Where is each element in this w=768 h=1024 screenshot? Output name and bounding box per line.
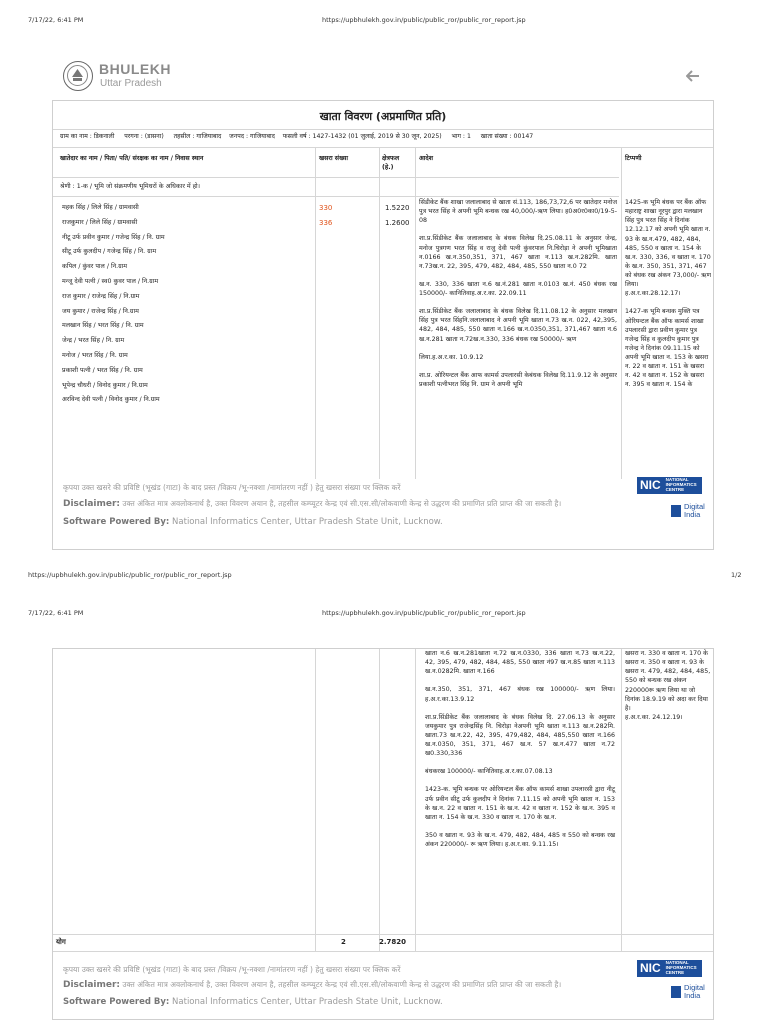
order-entry: शा.प्र.सिंडीकेट बैंक जलालाबाद के बंधक विलेख दि.11.08.12 के अनुसार मलखान सिंह पुत्र भरत सिंहनि.जलालाबाद ने अपनी भूमि खाता न.73 ख.न. 022, 42,395, 482, 484, 485, 550 खाता न.166 ख.न.0350,351, 371,467 खाता न.6 ख.न.281 खाता न.72ख.न.330, 336 बंधक रख 50000/- ऋण xyxy=(419,308,617,343)
remark-entry: ह.अ.र.का. 24.12.19। xyxy=(625,713,683,721)
owner-item: मलखान सिंह / भरत सिंह / नि. ग्राम xyxy=(62,322,144,330)
total-khasra-count: 2 xyxy=(341,938,346,946)
nic-logo-mark: NIC xyxy=(637,960,664,977)
brand-name: BHULEKH xyxy=(99,61,171,77)
col-owner: खातेदार का नाम / पिता/ पति/ संरक्षक का नाम / निवास स्थान xyxy=(60,155,204,162)
disclaimer xyxy=(63,980,561,990)
digital-india-logo xyxy=(671,503,714,519)
order-entry: 1423-क. भूमि बन्धक पर ओरियन्टल बैंक ऑफ कामर्स शाखा उपलारसी द्वारा नीटू उर्फ प्रवीन सीटू उर्फ कुलदीप ने दिनांक 7.11.15 को अपनी भूमि खाता न. 153 के ख.न. 22 व खाता न. 151 के ख.न. 42 व खाता न. 152 के ख.न. 395 व खाता न. 154 के ख.न. 330 व खाता न. 170 के ख.न. xyxy=(425,786,615,821)
owner-item: अरविन्द देवी पत्नी / विनोद कुमार / नि.ग्राम xyxy=(62,396,160,404)
col-remark: टिप्पणी xyxy=(625,155,642,162)
disclaimer-label: Disclaimer: xyxy=(63,499,121,509)
report-footer xyxy=(53,479,713,551)
disclaimer-text: उक्त अंकित मात्र अवलोकनार्थ है, उक्त विवरण अयान है, तहसील कम्प्यूटर केन्द्र एवं सी.एस.सी/लोकवाणी केन्द्र से उद्धरण की प्रमाणित प्रति प्राप्त की जा सकती है। xyxy=(122,980,562,989)
owner-item: भूपेन्द्र चौधरी / विनोद कुमार / नि.ग्राम xyxy=(62,381,148,389)
print-footer-url: https://upbhulekh.gov.in/public/public_ror/public_ror_report.jsp xyxy=(28,571,232,579)
click-notice: कृपया उक्त खसरे की प्रविष्टि (भूखंड (गाटा) के बाद प्रस्त /विक्रय /भू-नक्शा /नामांतरण नहीं ) हेतु खसरा संख्या पर क्लिक करें xyxy=(63,483,401,492)
khasra-link[interactable]: 336 xyxy=(319,218,333,227)
total-row xyxy=(53,935,713,951)
area-value: 1.5220 xyxy=(385,204,410,212)
remark-entry: 1427-क भूमि बन्धक मुक्ति पत्र ओरियन्टल बैंक ऑफ कामर्स शाखा उपलारसी द्वारा प्रवीण कुमार पुत्र गजेन्द्र सिंह व कुलदीप कुमार पुत्र गजेन्द्र ने दिनांक 09.11.15 को अपनी भूमि खाता न. 153 के खसरा न. 22 व खाता न. 151 के खसरा न. 42 व खाता न. 152 के खसरा न. 395 व खाता न. 154 के xyxy=(625,308,709,389)
owner-item: मन्जू देवी पत्नी / स्व0 कुवर पाल / नि.ग्राम xyxy=(62,277,159,285)
owner-item: राजकुमार / लिले सिंह / ग्रामवासी xyxy=(62,218,138,226)
owner-list xyxy=(62,201,312,408)
owner-item: जेन्द्र / भरत सिंह / नि. ग्राम xyxy=(62,337,125,345)
nic-logo-mark: NIC xyxy=(637,477,664,494)
meta-janpad: जनपद : गाजियाबाद xyxy=(229,133,275,140)
meta-tehsil: तहसील : गाजियाबाद xyxy=(173,133,222,140)
print-url: https://upbhulekh.gov.in/public/public_ror/public_ror_report.jsp xyxy=(322,609,526,617)
meta-gram: ग्राम का नाम : डिकनाली xyxy=(60,133,115,140)
owner-item: मनोज / भरत सिंह / नि. ग्राम xyxy=(62,351,128,359)
print-datetime: 7/17/22, 6:41 PM xyxy=(28,609,84,617)
nic-logo xyxy=(637,960,709,977)
digital-india-logo xyxy=(671,984,714,1000)
digital-india-text: Digital India xyxy=(684,502,705,519)
ror-table-continued xyxy=(53,649,713,935)
order-entry: शा.प्र.सिंडीकेट बैंक जलालाबाद के बंधक विलेख दि. 27.06.13 के अनुसार जयकुमार पुत्र राजेन्द्रसिंह नि. चिरोड़ा नेअपनी भूमि खाता न.113 ख.न.282मि. खाता.73 ख.न.22, 42, 395, 479,482, 484, 485,550 खाता न.166 ख.न.0350, 351, 371, 467 ख.न. 57 ख.न.477 खाता न.72 ख0.330,336 xyxy=(425,713,615,758)
remark-column xyxy=(625,198,711,478)
powered-label: Software Powered By: xyxy=(63,997,170,1007)
owner-item: राज कुमार / राजेन्द्र सिंह / नि.ग्राम xyxy=(62,292,140,300)
col-area: क्षेत्रफल (हे.) xyxy=(382,155,400,172)
remark-entry: 1425-क भूमि बंधक पर बैंक ऑफ महाराष्ट्र शाखा नूरपुर द्वारा मलखान सिंह पुत्र भरत सिंह ने दिनांक 12.12.17 को अपनी भूमि खाता न. 93 के ख.न.479, 482, 484, 485, 550 व खाता न. 154 के ख.न. 330, 336, व खाता न. 170 के ख.न. 350, 351, 371, 467 को बंधक रख अंकन 73,000/- ऋण लिया। xyxy=(625,199,711,289)
order-entry: शा.प्र. ओरियन्टल बैंक आफ कामर्स उपलारसी केबंधक विलेख दि.11.9.12 के अनुसार प्रकाशी पत्नीभरत सिंह नि. ग्राम ने अपनी भूमि xyxy=(419,371,617,388)
report-box xyxy=(52,100,714,550)
powered-by xyxy=(63,997,443,1007)
up-emblem-logo xyxy=(63,61,93,91)
order-entry: बंधकरख 100000/- कानितिवाह.अ.र.का.07.08.13 xyxy=(425,768,553,776)
remark-entry: ह.अ.र.का.28.12.17। xyxy=(625,290,681,298)
owner-item: जय कुमार / राजेन्द्र सिंह / नि.ग्राम xyxy=(62,307,139,315)
powered-text: National Informatics Center, Uttar Pradesh State Unit, Lucknow. xyxy=(172,997,443,1007)
print-url: https://upbhulekh.gov.in/public/public_ror/public_ror_report.jsp xyxy=(322,16,526,24)
powered-text: National Informatics Center, Uttar Pradesh State Unit, Lucknow. xyxy=(172,517,443,527)
nic-logo-sub: NATIONAL INFORMATICS CENTRE xyxy=(664,477,702,494)
category-line: श्रेणी : 1-क / भूमि जो संक्रमणीय भूमिधरों के अधिकार में हो। xyxy=(60,183,201,190)
owner-item: प्रकाशी पत्नी / भरत सिंह / नि. ग्राम xyxy=(62,366,143,374)
print-page-number: 1/2 xyxy=(731,571,742,579)
order-entry: सिंडीकेट बैंक शाखा जलालाबाद से खाता सं.113, 186,73,72,6 पर खातेदार मनोज पुत्र भरत सिंह ने अपनी भूमि बन्धक रख 40,000/-ऋण लिया। ह0अ0र0का0/19-5-08 xyxy=(419,199,617,225)
owner-item: कपिल / कुंवर पाल / नि.ग्राम xyxy=(62,263,128,271)
disclaimer-text: उक्त अंकित मात्र अवलोकनार्थ है, उक्त विवरण अयान है, तहसील कम्प्यूटर केन्द्र एवं सी.एस.सी/लोकवाणी केन्द्र से उद्धरण की प्रमाणित प्रति प्राप्त की जा सकती है। xyxy=(122,499,562,508)
report-box-continued xyxy=(52,648,714,1020)
order-column xyxy=(425,649,615,849)
disclaimer-label: Disclaimer: xyxy=(63,980,121,990)
meta-fasli: फसली वर्ष : 1427-1432 (01 जुलाई, 2019 से 30 जून, 2025) xyxy=(282,133,442,140)
meta-line xyxy=(60,133,710,142)
order-entry: लिया.ह.अ.र.का. 10.9.12 xyxy=(419,353,484,361)
order-entry: 350 व खाता न. 93 के ख.न. 479, 482, 484, 485 व 550 को बन्धक रख अंकन 220000/- रू ऋण लिया। ह.अ.र.का. 9.11.15। xyxy=(425,831,615,848)
remark-column xyxy=(625,649,711,722)
col-khasra: खसरा संख्या xyxy=(319,155,349,162)
powered-by xyxy=(63,517,443,527)
report-title: खाता विवरण (अप्रमाणित प्रति) xyxy=(319,110,447,123)
area-value: 1.2600 xyxy=(385,218,410,227)
digital-india-text: Digital India xyxy=(684,983,705,1000)
digital-india-icon xyxy=(671,505,681,517)
order-entry: ख.न. 330, 336 खाता न.6 ख.नं.281 खाता न.0103 ख.नं. 450 बंधक रख 150000/- कानितिवाह.अ.र.का. 22.09.11 xyxy=(419,280,617,297)
nic-logo-sub: NATIONAL INFORMATICS CENTRE xyxy=(664,960,702,977)
remark-entry: खसरा न. 330 व खाता न. 170 के खसरा न. 350 व खाता न. 93 के खसरा न. 479, 482, 484, 485, 550 को बन्धक रख अंकन 220000रू ऋण लिया था जो दिनांक 18.9.19 को अदा कर दिया है। xyxy=(625,650,711,712)
order-entry: ख.न.350, 351, 371, 467 बंधक रख 100000/- ऋण लिया। ह.अ.र.का.13.9.12 xyxy=(425,686,615,703)
meta-pargana: परगना : (डासना) xyxy=(124,133,164,140)
back-arrow-icon[interactable] xyxy=(686,67,700,86)
col-order: आदेश xyxy=(419,155,434,162)
khasra-list xyxy=(319,201,332,231)
khasra-link[interactable]: 330 xyxy=(319,204,333,212)
brand-state: Uttar Pradesh xyxy=(100,78,162,89)
digital-india-icon xyxy=(671,986,681,998)
order-entry: खाता न.6 ख.न.281खाता न.72 ख.न.0330, 336 खाता न.73 ख.न.22, 42, 395, 479, 482, 484, 485, 550 खाता नं97 ख.न.85 खाता न.113 ख.न.0282मि. खाता न.166 xyxy=(425,650,615,676)
owner-item: नीटू उर्फ प्रवीन कुमार / गजेन्द्र सिंह / नि. ग्राम xyxy=(62,233,165,241)
area-list xyxy=(385,201,410,231)
order-column xyxy=(419,198,617,478)
owner-item: सीटू उर्फ कुलदीप / गजेन्द्र सिंह / नि. ग्राम xyxy=(62,248,157,256)
order-entry: शा.प्र.सिंडीकेट बैंक जलालाबाद के बंधक विलेख दि.25.08.11 के अनुसार जेन्द्र, मनोज पुत्रगण भरत सिंह व राजु देवी पत्नी कुंवरपाल नि.चिरोड़ा ने अपनी भूमिखाता न.0166 ख.न.350,351, 371, 467 खाता न.113 ख.न.282मि. खाता न.73ख.न. 22, 395, 479, 482, 484, 485, 550 खाता न.0 72 xyxy=(419,235,617,270)
report-footer xyxy=(53,952,713,1020)
meta-khata-no: खाता संख्या : 00147 xyxy=(480,133,534,140)
ror-table xyxy=(53,147,713,479)
print-datetime: 7/17/22, 6:41 PM xyxy=(28,16,84,24)
meta-bhag: भाग : 1 xyxy=(451,133,471,140)
nic-logo xyxy=(637,477,709,494)
powered-label: Software Powered By: xyxy=(63,517,170,527)
total-area: 2.7820 xyxy=(379,938,407,946)
owner-item: महक सिंह / लिले सिंह / ग्रामवासी xyxy=(62,204,139,211)
total-label: योग xyxy=(56,938,66,946)
disclaimer xyxy=(63,499,561,509)
click-notice: कृपया उक्त खसरे की प्रविष्टि (भूखंड (गाटा) के बाद प्रस्त /विक्रय /भू-नक्शा /नामांतरण नहीं ) हेतु खसरा संख्या पर क्लिक करें xyxy=(63,965,401,974)
